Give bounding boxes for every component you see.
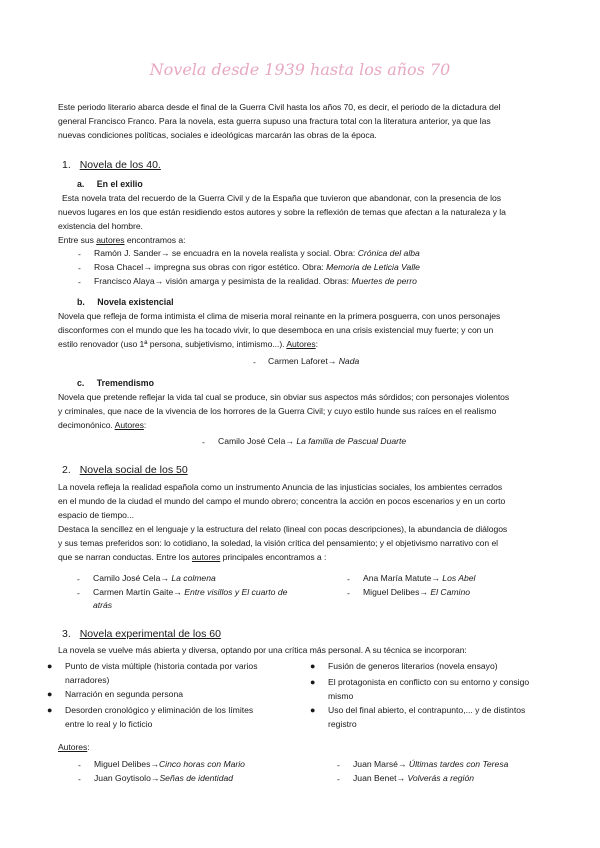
experimental-intro: La novela se vuelve más abierta y diversa, optando por una crítica más personal. A su técnica se incorporan:	[58, 645, 467, 655]
bullet-marker: ●	[47, 661, 53, 671]
author-text: Carmen Martín Gaite→	[93, 587, 185, 597]
author-text: Ramón J. Sander→ se encuadra en la novela realista y social. Obra:	[94, 248, 358, 258]
left-bullet-1-cont: narradores)	[65, 675, 110, 685]
section-3-title: Novela experimental de los 60	[79, 628, 221, 640]
author-text: Juan Marsé→	[353, 759, 409, 769]
exilio-line-1: Esta novela trata del recuerdo de la Guerra Civil y de la España que tuvieron que abandonar, con la presencia de los	[62, 193, 501, 203]
author-text: Francisco Alaya→ visión amarga y pesimista de la realidad. Obras:	[94, 276, 352, 286]
right-bullet-3: Uso del final abierto, el contrapunto,... y de distintos	[328, 705, 526, 715]
dash-marker: -	[253, 357, 256, 367]
author-text: Camilo José Cela→	[93, 573, 172, 583]
author-text: Miguel Delibes→	[363, 587, 431, 597]
author-delibes-2	[94, 758, 245, 771]
left-bullet-3: Desorden cronológico y eliminación de los límites	[65, 705, 254, 715]
subsection-1c-title: Tremendismo	[96, 378, 154, 388]
line-text: que se narran conductas. Entre los	[58, 552, 192, 562]
intro-post: encontramos a:	[124, 235, 186, 245]
bullet-marker: ●	[47, 705, 53, 715]
author-laforet	[268, 355, 359, 368]
subsection-1a-letter: a.	[77, 179, 85, 189]
section-1-title: Novela de los 40.	[79, 159, 161, 171]
right-bullet-3-cont: registro	[328, 719, 357, 729]
author-delibes-1	[363, 586, 470, 599]
autores-link: autores	[191, 552, 221, 562]
dash-marker: -	[78, 249, 81, 259]
autores-link: Autores	[58, 742, 88, 752]
autores-link: autores	[96, 235, 125, 245]
author-text: Juan Benet→	[353, 773, 408, 783]
dash-marker: -	[337, 760, 340, 770]
left-bullet-1: Punto de vista múltiple (historia contada por varios	[65, 661, 258, 671]
social-line-3: espacio de tiempo...	[58, 510, 134, 520]
work-title: La colmena	[171, 573, 216, 583]
dash-marker: -	[347, 588, 350, 598]
dash-marker: -	[77, 588, 80, 598]
colon: :	[143, 420, 147, 430]
author-text: Rosa Chacel→ impregna sus obras con rigor estético. Obra:	[94, 262, 327, 272]
subsection-1c-heading	[77, 378, 154, 388]
intro-line-3: nuevas condiciones políticas, sociales e ideológicas marcarán las obras de la época.	[58, 130, 377, 140]
section-3-number: 3.	[62, 628, 71, 640]
bullet-marker: ●	[47, 689, 53, 699]
author-text: Carmen Laforet→	[268, 356, 339, 366]
work-title: La familia de Pascual Duarte	[296, 436, 407, 446]
section-3-heading	[62, 628, 221, 640]
experimental-authors-label	[58, 741, 90, 754]
tremendismo-line-3	[58, 419, 146, 432]
author-sander	[94, 247, 420, 260]
right-bullet-2-cont: mismo	[328, 691, 354, 701]
dash-marker: -	[78, 277, 81, 287]
social-line-5: y sus temas preferidos son: lo cotidiano, la soledad, la visión crítica del pensamiento; y el objetivismo narrativo con el	[58, 538, 499, 548]
work-title: Entre visillos y El cuarto de	[184, 587, 288, 597]
bullet-marker: ●	[310, 705, 316, 715]
subsection-1c-letter: c.	[77, 378, 85, 388]
line-text: decimonónico.	[58, 420, 115, 430]
author-text: Camilo José Cela→	[218, 436, 297, 446]
autores-link: Autores	[286, 339, 316, 349]
work-title: Volverás a región	[407, 773, 475, 783]
author-martin-gaite	[93, 586, 287, 599]
author-chacel	[94, 261, 420, 274]
author-goytisolo	[94, 772, 233, 785]
existencial-line-3	[58, 338, 318, 351]
right-bullet-1: Fusión de generos literarios (novela ensayo)	[328, 661, 498, 671]
exilio-line-3: existencia del hombre.	[58, 221, 143, 231]
author-martin-gaite-cont	[93, 599, 112, 612]
author-cela-2	[93, 572, 216, 585]
section-1-number: 1.	[62, 159, 71, 171]
work-title: Últimas tardes con Teresa	[408, 759, 509, 769]
author-cela-1	[218, 435, 406, 448]
tremendismo-line-1: Novela que pretende reflejar la vida tal cual se produce, sin obviar sus aspectos más sórdidos; con personajes violentos	[58, 392, 510, 402]
author-text: Ana María Matute→	[363, 573, 443, 583]
author-benet	[353, 772, 474, 785]
dash-marker: -	[78, 760, 81, 770]
page-title: Novela desde 1939 hasta los años 70	[149, 60, 451, 79]
dash-marker: -	[337, 774, 340, 784]
social-line-4: Destaca la sencillez en el lenguaje y la estructura del relato (lineal con pocas descripciones), la abundancia de diálogos	[58, 524, 508, 534]
work-title: Crónica del alba	[357, 248, 420, 258]
colon: :	[315, 339, 318, 349]
intro-line-1: Este periodo literario abarca desde el final de la Guerra Civil hasta los años 70, es decir, el periodo de la dictadura del	[58, 102, 501, 112]
dash-marker: -	[78, 774, 81, 784]
work-title: El Camino	[430, 587, 471, 597]
social-line-6	[58, 551, 326, 564]
existencial-line-2: disconformes con el mundo que les ha tocado vivir, lo que desemboca en una crisis existencial muy fuerte; y con un	[58, 325, 494, 335]
section-2-number: 2.	[62, 464, 71, 476]
section-2-title: Novela social de los 50	[79, 464, 188, 476]
left-bullet-2: Narración en segunda persona	[65, 689, 184, 699]
intro-line-2: general Francisco Franco. Para la novela, esta guerra supuso una fractura total con la literatura anterior, ya que las	[58, 116, 491, 126]
section-2-heading	[62, 464, 188, 476]
right-bullet-2: El protagonista en conflicto con su entorno y consigo	[328, 677, 530, 687]
colon: :	[87, 742, 90, 752]
exilio-authors-intro	[58, 234, 185, 247]
work-title: Señas de identidad	[159, 773, 234, 783]
author-text: Juan Goytisolo→	[94, 773, 160, 783]
social-line-1: La novela refleja la realidad española como un instrumento Anuncia de las injusticias sociales, los ambientes cerrados	[58, 482, 503, 492]
author-alaya	[94, 275, 417, 288]
social-line-2: en el mundo de la ciudad el mundo del campo el mundo obrero; concentra la acción en pocos escenarios y en un corto	[58, 496, 506, 506]
subsection-1b-letter: b.	[77, 297, 85, 307]
author-marse	[353, 758, 508, 771]
work-title: atrás	[93, 600, 113, 610]
bullet-marker: ●	[310, 677, 316, 687]
work-title: Nada	[338, 356, 360, 366]
tremendismo-line-2: y criminales, que nace de la vivencia de los horrores de la Guerra Civil; y cuyo estilo hunde sus raíces en el realismo	[58, 406, 497, 416]
intro-pre: Entre sus	[58, 235, 97, 245]
subsection-1b-heading	[77, 297, 174, 307]
author-text: Miguel Delibes→	[94, 759, 159, 769]
line-text: principales encontramos a :	[220, 552, 327, 562]
exilio-line-2: nuevos lugares en los que están residiendo estos autores y sobre la reflexión de temas que afectan a la naturaleza y la	[58, 207, 506, 217]
work-title: Memoria de Leticia Valle	[326, 262, 420, 272]
subsection-1a-title: En el exilio	[96, 179, 143, 189]
line-text: estilo renovador (uso 1ª persona, subjetivismo, intimismo...).	[58, 339, 287, 349]
left-bullet-3-cont: entre lo real y lo ficticio	[65, 719, 153, 729]
autores-link: Autores	[114, 420, 144, 430]
bullet-marker: ●	[310, 661, 316, 671]
dash-marker: -	[78, 263, 81, 273]
dash-marker: -	[77, 574, 80, 584]
subsection-1b-title: Novela existencial	[97, 297, 174, 307]
work-title: Cinco horas con Mario	[158, 759, 245, 769]
work-title: Los Abel	[442, 573, 476, 583]
author-matute	[363, 572, 475, 585]
work-title: Muertes de perro	[351, 276, 417, 286]
dash-marker: -	[347, 574, 350, 584]
dash-marker: -	[202, 437, 205, 447]
section-1-heading	[62, 159, 161, 171]
existencial-line-1: Novela que refleja de forma intimista el clima de miseria moral reinante en la primera posguerra, con unos personajes	[58, 311, 501, 321]
subsection-1a-heading	[77, 179, 143, 189]
